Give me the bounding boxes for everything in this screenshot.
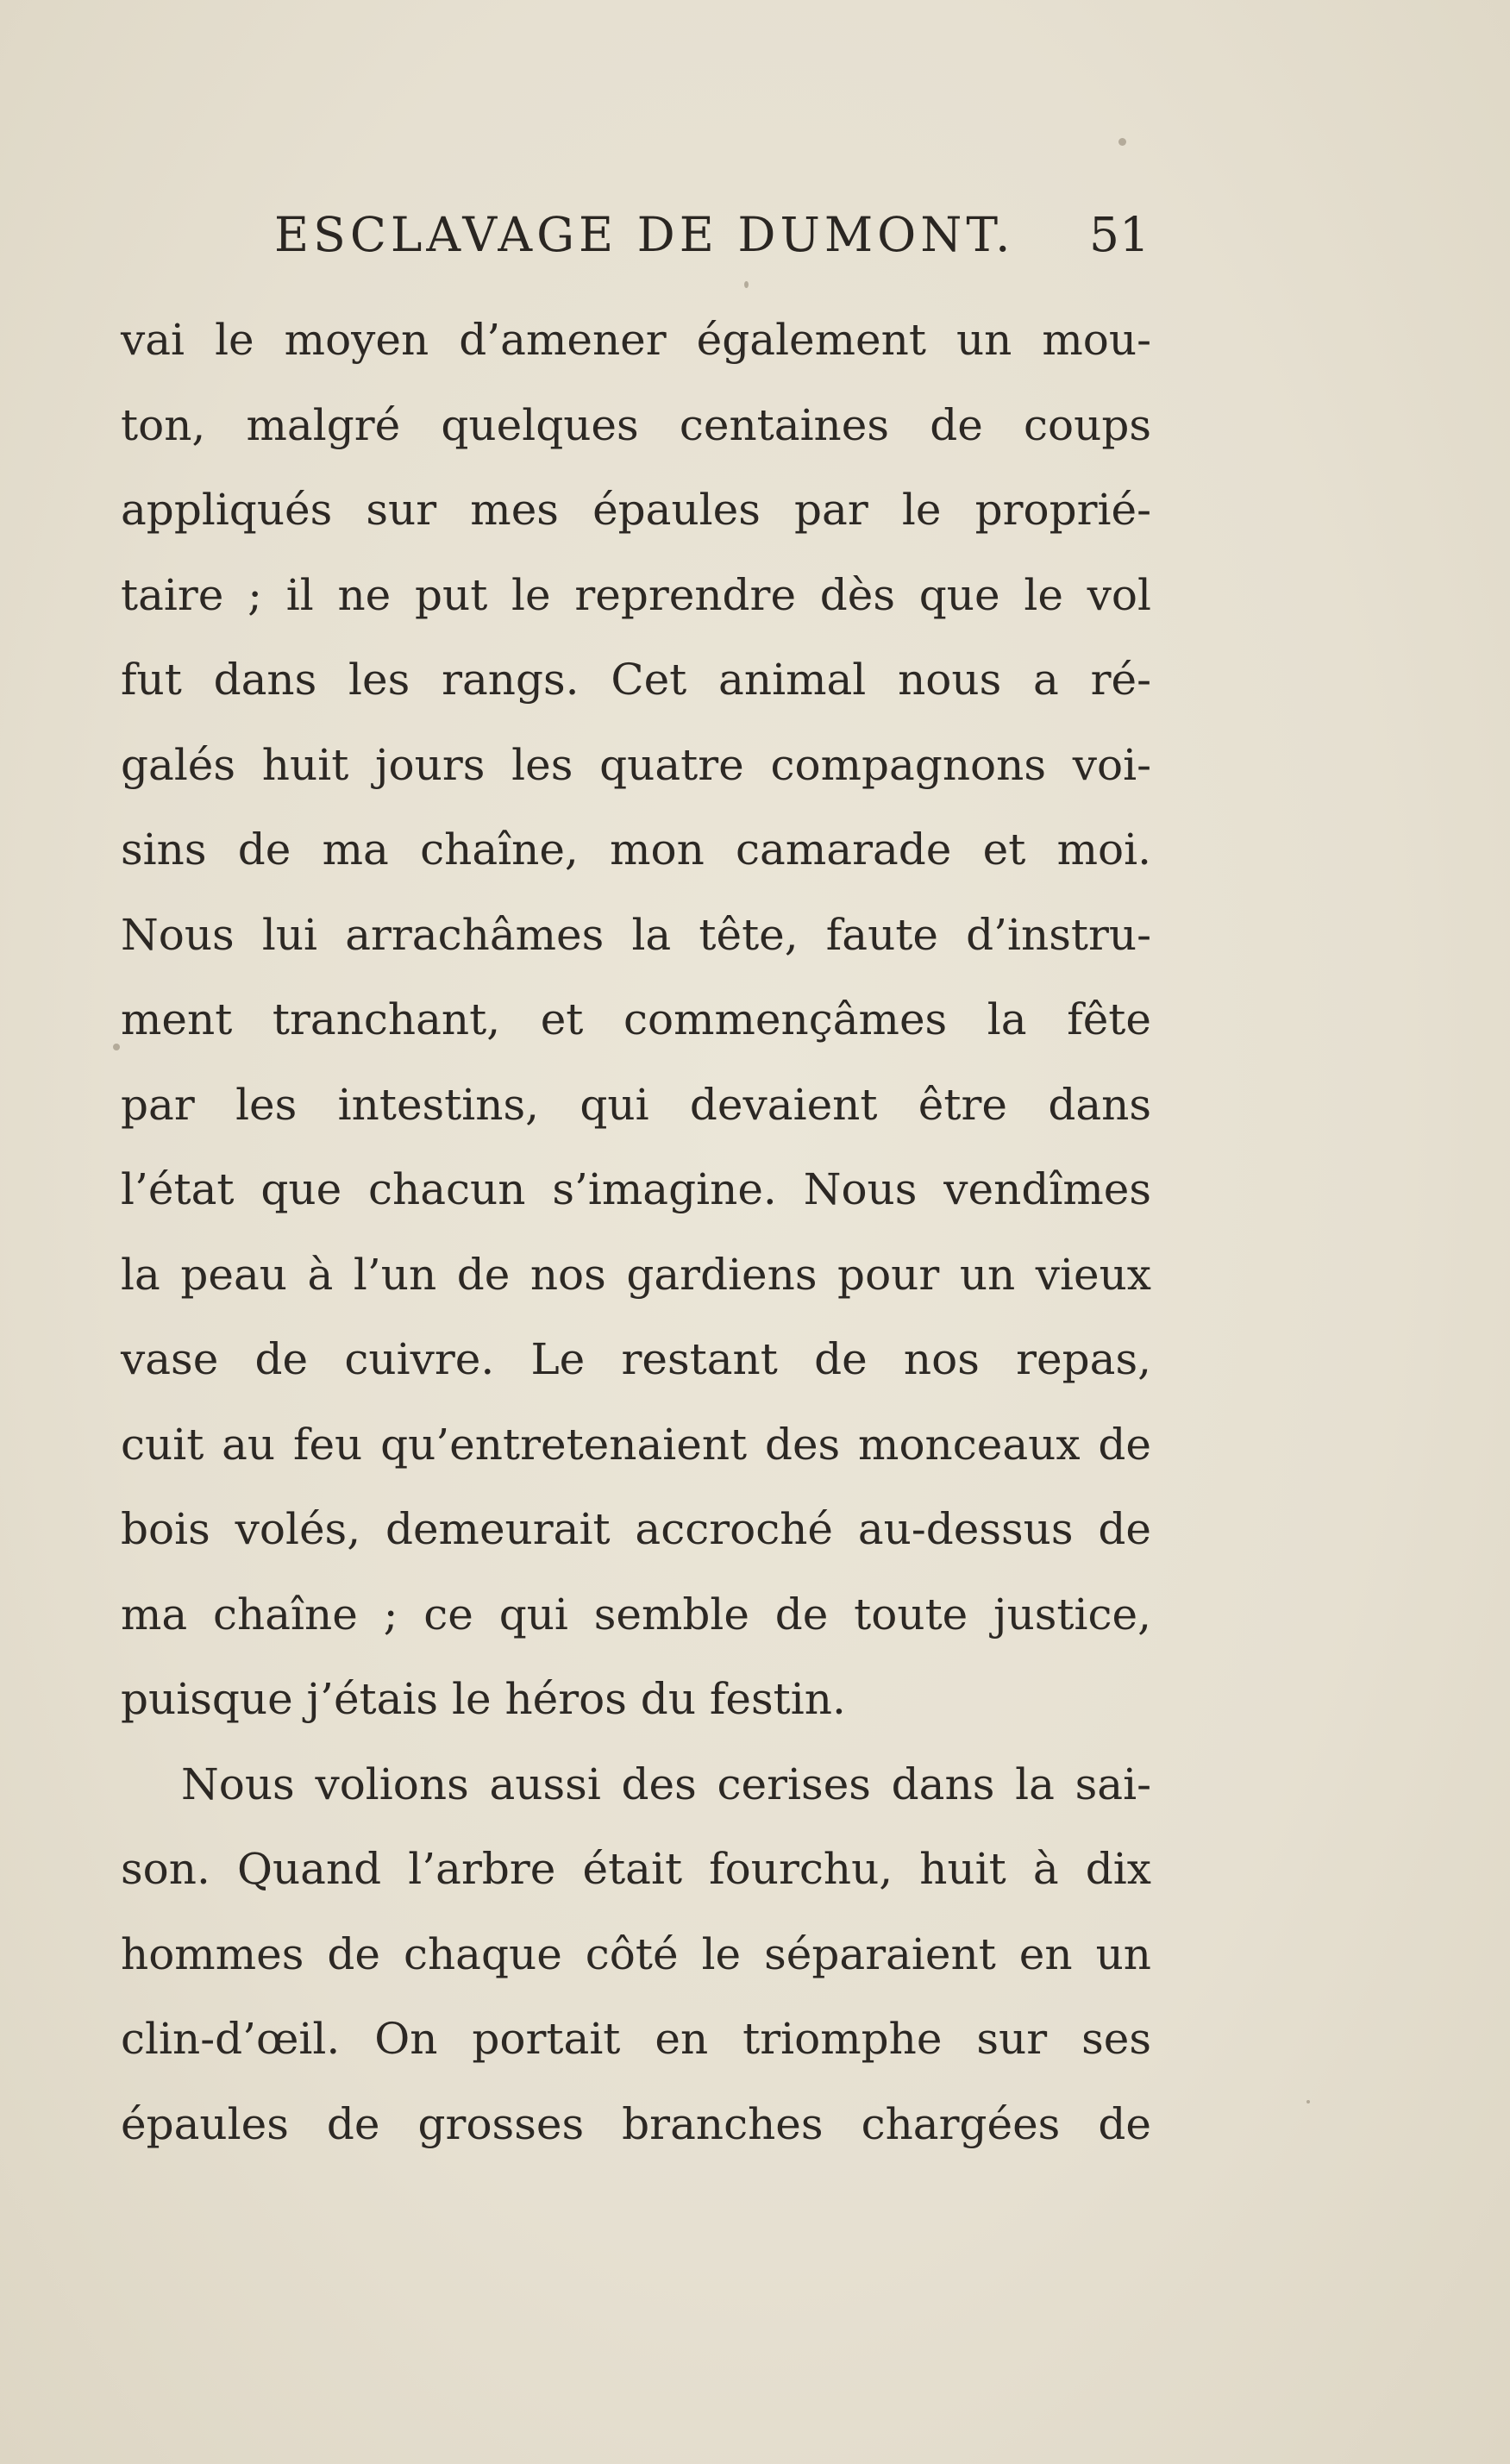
text-line: la peau à l’un de nos gardiens pour un vieux [121, 1249, 1151, 1300]
text-line: hommes de chaque côté le séparaient en un [121, 1928, 1151, 1979]
text-line: vase de cuivre. Le restant de nos repas, [121, 1334, 1151, 1384]
text-line: ma chaîne ; ce qui semble de toute justice, [121, 1589, 1151, 1640]
text-line: épaules de grosses branches chargées de [121, 2098, 1151, 2149]
text-line: bois volés, demeurait accroché au-dessus de [121, 1504, 1151, 1554]
text-line: puisque j’étais le héros du festin. [121, 1674, 846, 1724]
text-line: Nous lui arrachâmes la tête, faute d’instru- [121, 909, 1151, 960]
text-line: vai le moyen d’amener également un mou- [121, 315, 1151, 365]
paper-speck [1118, 138, 1126, 146]
text-line: appliqués sur mes épaules par le proprié- [121, 485, 1151, 535]
text-line: galés huit jours les quatre compagnons voi- [121, 739, 1151, 790]
text-line: taire ; il ne put le reprendre dès que le vol [121, 569, 1151, 620]
text-line: clin-d’œil. On portait en triomphe sur ses [121, 2014, 1151, 2064]
text-line: fut dans les rangs. Cet animal nous a ré- [121, 655, 1151, 705]
text-line: son. Quand l’arbre était fourchu, huit à dix [121, 1844, 1151, 1894]
paragraph-first-line: Nous volions aussi des cerises dans la sai- [181, 1759, 1151, 1809]
paper-speck [113, 1044, 120, 1050]
page-number: 51 [1089, 207, 1150, 262]
text-line: par les intestins, qui devaient être dans [121, 1079, 1151, 1130]
body-text [121, 298, 1151, 2166]
running-header [274, 200, 1150, 269]
text-line: cuit au feu qu’entretenaient des monceaux de [121, 1419, 1151, 1470]
text-line: l’état que chacun s’imagine. Nous vendîmes [121, 1164, 1151, 1214]
running-title: ESCLAVAGE DE DUMONT. [274, 207, 1015, 262]
text-line: ment tranchant, et commençâmes la fête [121, 994, 1151, 1044]
paper-speck [744, 281, 749, 288]
text-line: sins de ma chaîne, mon camarade et moi. [121, 824, 1151, 875]
paper-speck [1306, 2100, 1310, 2103]
text-line: ton, malgré quelques centaines de coups [121, 399, 1151, 450]
